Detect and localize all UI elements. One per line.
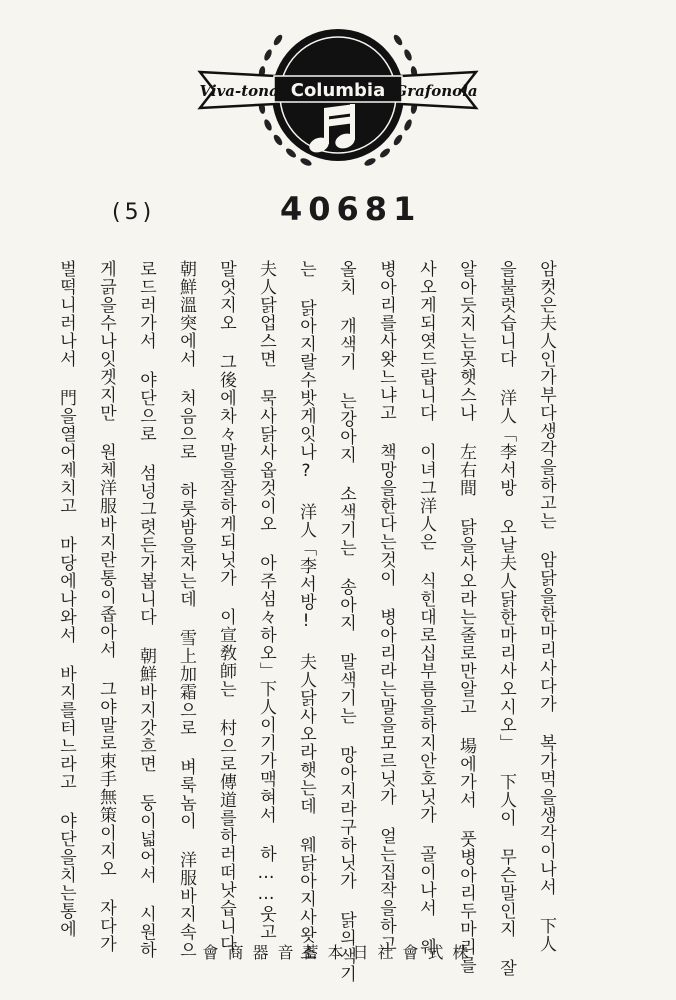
edition-number: (5): [112, 200, 156, 225]
svg-text:Viva-tonal: Viva-tonal: [199, 82, 285, 100]
lyrics-line: 벌떡니러나서 門을열어제치고 마당에나와서 바지를터느라고 야단을치는통에: [56, 260, 76, 938]
ribbon-banner: [200, 72, 478, 108]
record-number: 40681: [280, 190, 422, 228]
lyrics-line: 말엇지오 그後에차々말을잘하게되닛가 이宣敎師는 村으로傳道를하러떠낫습니다: [216, 260, 236, 953]
lyrics-line: 사오게되엿드랍니다 이녀그洋人은 식힌대로십부름을하지안호닛가 골이나서 웨: [416, 260, 436, 956]
svg-text:Columbia: Columbia: [290, 80, 386, 101]
lyrics-line: 夫人닭업스면 묵사닭사옵것이오 아주섬々하오」下人이기가맥혀서 하……웃고: [256, 260, 276, 941]
lyrics-line: 올치 개색기 는강아지 소색기는 송아지 말색기는 망아지라구하닛가 닭의색기: [336, 260, 356, 983]
lyrics-line: 알아듯지는못햇스나 左右間 닭을사오라는줄로만알고 場에가서 풋병아리두마리를: [456, 260, 476, 974]
svg-text:Grafonola: Grafonola: [394, 82, 478, 100]
lyrics-line: 암컷은夫人인가부다생각을하고는 암닭을한마리사다가 복가먹을생각이나서 下人: [536, 260, 556, 953]
lyrics-line: 병아리를사왓느냐고 책망을한다는것이 병아리라는말을모르닛가 얼는집작을하고: [376, 260, 396, 953]
lyrics-line: 게긁을수나잇겟지만 원체洋服바지란통이좁아서 그야말로束手無策이지오 자다가: [96, 260, 116, 953]
lyrics-line: 로드러가서 야단으로 섬넝그렷든가봅니다 朝鮮바지갓흐면 둥이넓어서 시원하: [136, 260, 156, 959]
lyrics-line: 는 닭아지랄수밧게잇나? 洋人「李서방! 夫人닭사오라햇는데 웨닭아지사왓소: [296, 260, 316, 962]
columbia-logo: [0, 0, 676, 190]
lyrics-line: 朝鮮溫突에서 처음으로 하룻밤을자는데 雪上加霜으로 벼룩놈이 洋服바지속으: [176, 260, 196, 959]
lyrics-line: 을불럿습니다 洋人「李서방 오날夫人닭한마리사오시오」 下人이 무슨말인지 잘: [496, 260, 516, 977]
publisher-footer: 株式會社日本蓄音器商會: [202, 943, 478, 962]
